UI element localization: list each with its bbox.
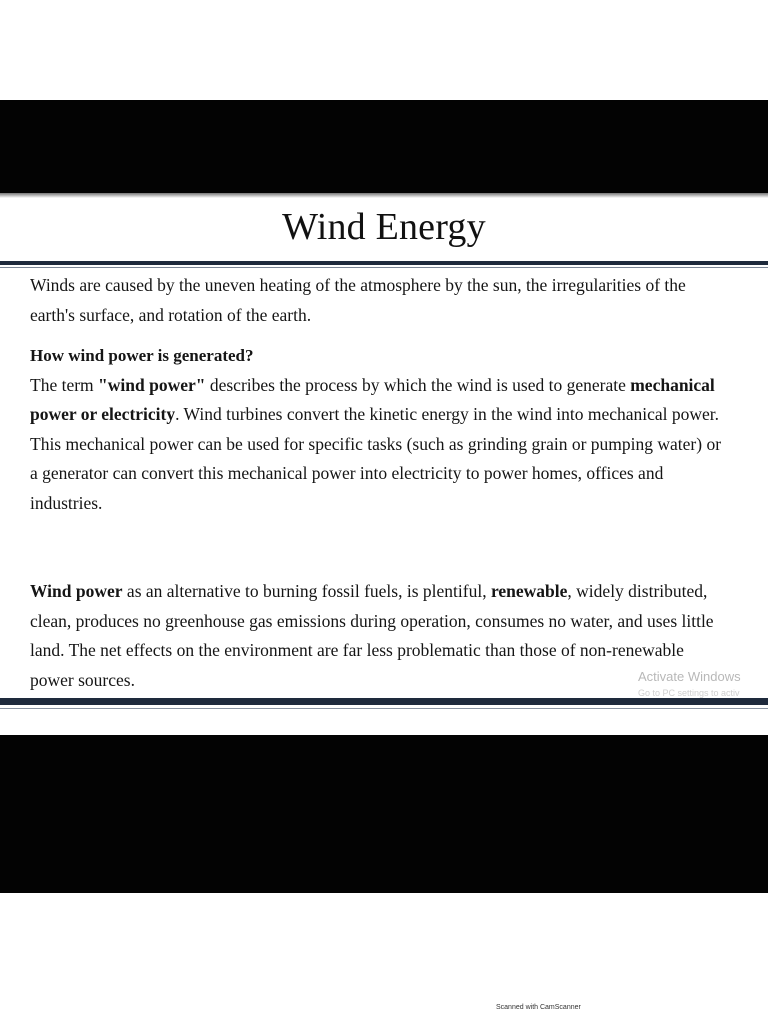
slide-title: Wind Energy: [282, 206, 486, 248]
watermark-line-2: Go to PC settings to activ: [638, 688, 740, 698]
generation-bold-mechanical: mechanical power or electricity: [30, 374, 715, 424]
generation-text-1: The term: [30, 374, 99, 395]
top-black-band: [0, 100, 768, 195]
watermark-line-1: Activate Windows: [638, 669, 741, 684]
generation-text-2: describes the process by which the wind is used to generate: [205, 374, 631, 395]
slide: [0, 193, 768, 738]
bottom-divider: [0, 698, 768, 705]
scanner-footer-text: Scanned with CamScanner: [496, 1004, 581, 1011]
title-divider-thin: [0, 267, 768, 268]
activation-watermark: [638, 669, 768, 701]
generation-bold-wind-power: "wind power": [98, 374, 206, 395]
slide-top-edge: [0, 193, 768, 198]
benefits-bold-wind-power: Wind power: [30, 581, 123, 601]
bottom-black-band: [0, 735, 768, 893]
title-divider: [0, 261, 768, 265]
benefits-text-1: as an alternative to burning fossil fuels, is plentiful,: [122, 581, 491, 601]
benefits-paragraph: [30, 577, 730, 695]
bottom-divider-thin: [0, 708, 768, 709]
benefits-text-2: , widely distributed, clean, produces no greenhouse gas emissions during operation, consumes no water, and uses little land. The net effects on the environment are far less problematic than those of non-renewable power sources.: [30, 581, 714, 690]
benefits-bold-renewable: renewable: [490, 581, 568, 601]
generation-heading: How wind power is generated?: [30, 346, 254, 365]
generation-section: [30, 341, 730, 518]
intro-paragraph: Winds are caused by the uneven heating of the atmosphere by the sun, the irregularities of the earth's surface, and rotation of the earth.: [30, 275, 686, 325]
generation-text-3: . Wind turbines convert the kinetic energy in the wind into mechanical power. This mechanical power can be used for specific tasks (such as grinding grain or pumping water) or a generator can convert this mechanical power into electricity to power homes, offices and industries.: [30, 404, 722, 513]
